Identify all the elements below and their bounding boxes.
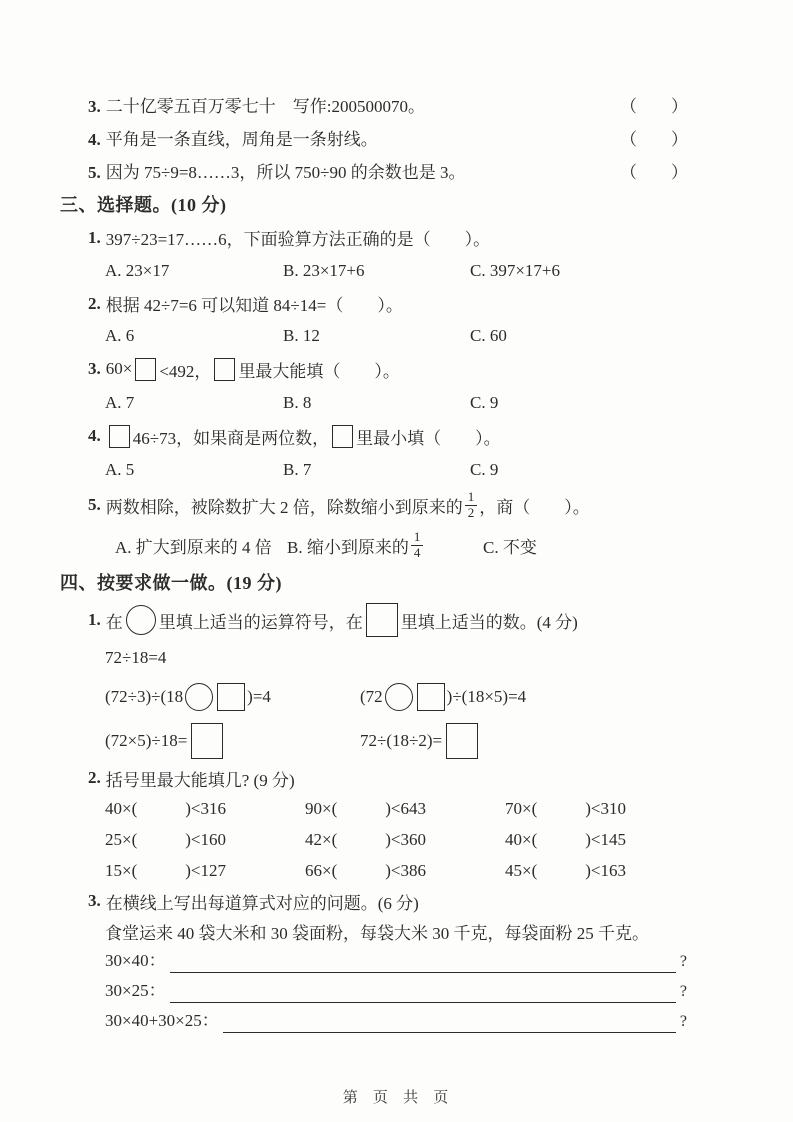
number-box [417,683,445,711]
max-fill-cell: 42×( )<360 [305,829,426,849]
choice-q4-options [105,454,793,485]
judge-item [88,121,688,154]
max-fill-row [105,855,793,886]
item-text: 因为 75÷9=8……3，所以 750÷90 的余数也是 3。 [105,163,466,182]
max-fill-cell: 15×( )<127 [105,860,226,880]
operator-circle [185,683,213,711]
answer-line [105,1006,687,1036]
number-box [366,603,398,637]
equation-row-2 [105,719,793,763]
judge-text [88,125,378,150]
option-b: B. 12 [283,325,320,345]
option-c: C. 9 [470,392,499,412]
option-a: A. 5 [105,459,135,479]
choice-q5-options [115,525,793,565]
write-in-blank [170,976,676,1003]
question-text: 里最小填（ ）。 [356,428,501,448]
option-c: C. 不变 [483,537,537,557]
number-box [217,683,245,711]
max-fill-cell: 25×( )<160 [105,829,226,849]
equation-row-1 [105,675,793,719]
option-a: A. 23×17 [105,260,170,280]
question-text: 在横线上写出每道算式对应的问题。(6 分) [105,893,419,913]
operator-circle [385,683,413,711]
question-number: 1. [88,610,101,629]
choice-q3 [88,351,793,387]
operator-circle [126,605,156,635]
max-fill-cell: 40×( )<145 [505,829,626,849]
choice-q2-options [105,320,793,351]
question-mark: ? [679,953,687,970]
question-text: 在 [105,612,123,632]
item-number: 3. [88,97,101,116]
do-q2-prompt [88,763,793,793]
answer-box [191,723,223,759]
judge-item [88,88,688,121]
expression-label: 30×40+30×25： [105,1011,219,1030]
given-equation: 72÷18=4 [105,648,167,667]
option-c: C. 9 [470,459,499,479]
expression-label: 30×40： [105,951,166,970]
max-fill-cell: 45×( )<163 [505,860,626,880]
question-text: 里填上适当的运算符号，在 [158,612,363,632]
question-number: 3. [88,891,101,910]
option-b: B. 23×17+6 [283,260,365,280]
do-q3-prompt [88,886,793,916]
max-fill-cell: 90×( )<643 [305,798,426,818]
max-fill-cell: 66×( )<386 [305,860,426,880]
question-text: 括号里最大能填几? (9 分) [105,770,295,790]
option-a: A. 扩大到原来的 4 倍 [115,537,272,557]
answer-bracket: （ ） [620,97,688,116]
question-number: 2. [88,293,101,313]
page-footer: 第 页 共 页 [342,1089,451,1106]
question-mark: ? [679,983,687,1000]
choice-q3-options [105,387,793,418]
option-c: C. 60 [470,325,507,345]
question-number: 3. [88,359,101,378]
judge-text [88,92,425,117]
fraction-one-half: $\frac{1}{2}$ [465,490,478,521]
question-number: 4. [88,426,101,445]
blank-box [214,358,235,381]
judge-text [88,158,466,183]
blank-box [109,425,130,448]
equation-left: (72×5)÷18= [105,723,360,759]
option-b: B. 缩小到原来的 $\frac{1}{4}$ [287,530,483,561]
max-fill-row [105,793,793,824]
max-fill-cell: 40×( )<316 [105,798,226,818]
answer-box [446,723,478,759]
item-text: 二十亿零五百万零七十 写作:200500070。 [105,97,425,116]
option-a: A. 6 [105,325,135,345]
blank-box [332,425,353,448]
question-number: 1. [88,227,101,247]
answer-bracket: （ ） [620,163,688,182]
max-fill-row [105,824,793,855]
equation-right: (72 )÷(18×5)=4 [360,683,793,711]
question-text: 397÷23=17……6，下面验算方法正确的是（ ）。 [105,230,491,249]
item-number: 4. [88,130,101,149]
choice-q2 [88,287,793,320]
question-text: 46÷73，如果商是两位数， [132,428,330,448]
option-a: A. 7 [105,392,135,412]
choice-q5 [88,485,793,525]
question-number: 2. [88,768,101,787]
question-text: 里填上适当的数。(4 分) [400,612,578,632]
choice-q1-options [105,254,793,287]
write-in-blank [223,1006,676,1033]
answer-bracket: （ ） [620,130,688,149]
section-heading-do: 四、按要求做一做。(19 分) [60,573,282,593]
equation-right: 72÷(18÷2)= [360,723,793,759]
question-mark: ? [679,1013,687,1030]
fraction-one-quarter: $\frac{1}{4}$ [411,530,424,561]
answer-line [105,976,687,1006]
option-b: B. 8 [283,392,312,412]
write-in-blank [170,946,676,973]
choice-q1 [88,221,793,254]
judge-item [88,154,688,187]
word-problem-story: 食堂运来 40 袋大米和 30 袋面粉，每袋大米 30 千克，每袋面粉 25 千克。 [105,923,649,943]
blank-box [135,358,156,381]
question-text: 两数相除，被除数扩大 2 倍，除数缩小到原来的 [105,497,463,517]
item-number: 5. [88,163,101,182]
question-text: 60× [105,359,133,378]
question-text: ，商（ ）。 [479,497,590,517]
question-text: 根据 42÷7=6 可以知道 84÷14=（ ）。 [105,296,403,315]
choice-q4 [88,418,793,454]
question-number: 5. [88,495,101,514]
max-fill-cell: 70×( )<310 [505,798,626,818]
expression-label: 30×25： [105,981,166,1000]
do-q1-prompt [88,599,793,641]
section-heading-choice: 三、选择题。(10 分) [60,195,227,215]
question-text: <492， [159,361,212,381]
equation-left: (72÷3)÷(18 )=4 [105,683,360,711]
answer-line [105,946,687,976]
option-b: B. 7 [283,459,312,479]
item-text: 平角是一条直线，周角是一条射线。 [105,130,378,149]
option-c: C. 397×17+6 [470,260,561,280]
question-text: 里最大能填（ ）。 [238,361,400,381]
